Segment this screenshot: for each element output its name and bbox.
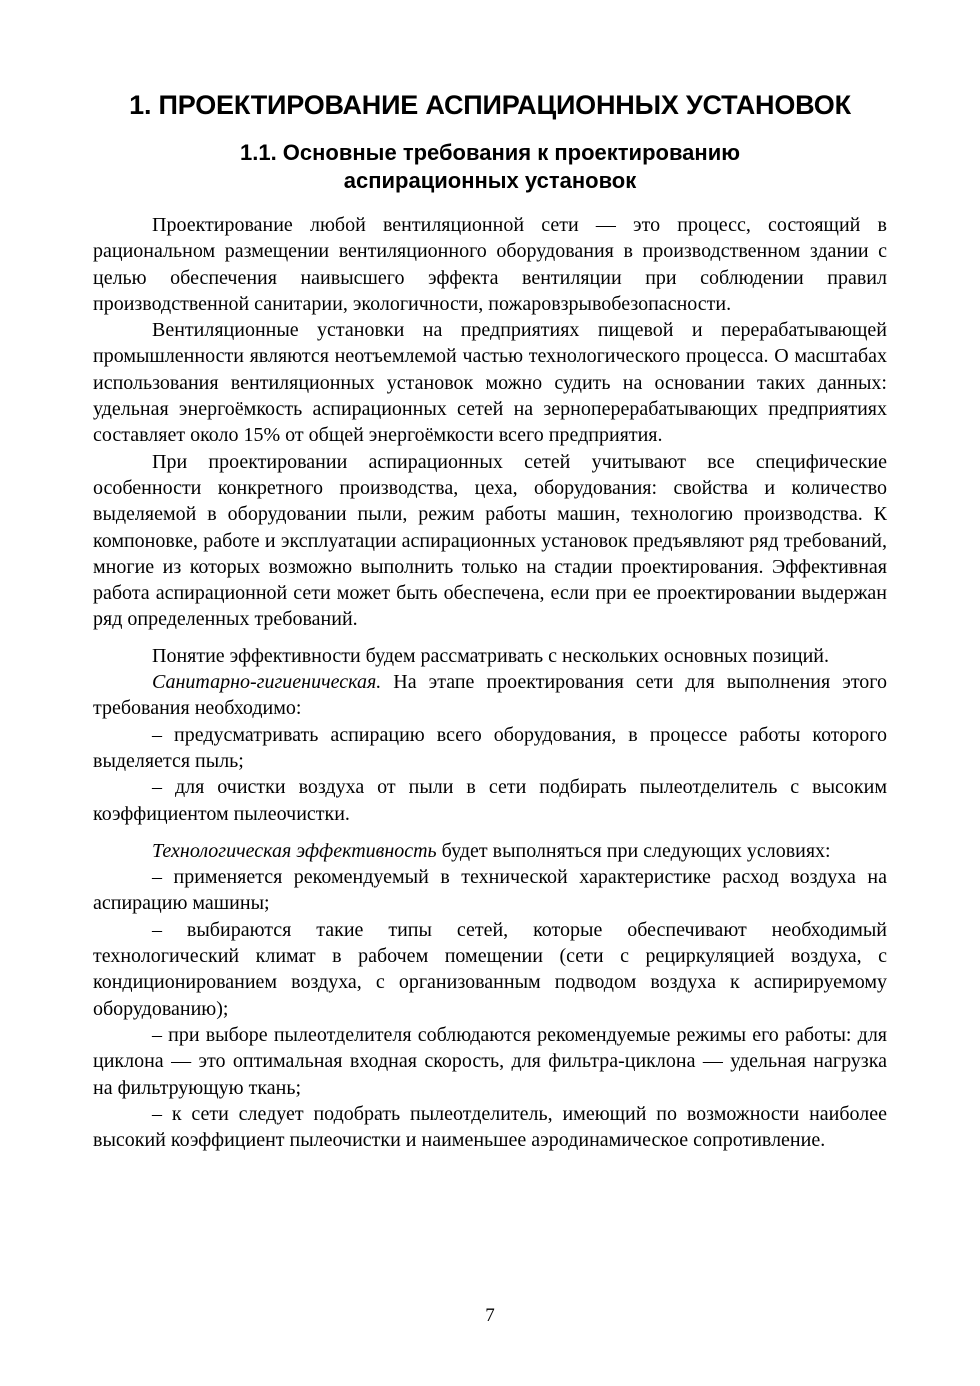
section-heading-line1: 1.1. Основные требования к проектированию: [239, 140, 741, 165]
paragraph: Вентиляционные установки на предприятиях пищевой и перерабатывающей промышленности являются неотъемлемой частью технологического процесса. О масштабах использования вентиляционных установок можно судить на основании таких данных: удельная энергоёмкость аспирационных сетей на зерноперерабатывающих предприятиях составляет около 15% от общей энергоёмкости всего предприятия.: [93, 319, 887, 447]
sanitary-text: На этапе проектирования сети для выполнения этого требования необходимо:: [93, 671, 887, 720]
list-item: – применяется рекомендуемый в технической характеристике расход воздуха на аспирацию машины;: [93, 866, 887, 915]
section-heading-line2: аспирационных установок: [343, 168, 637, 193]
list-item: – к сети следует подобрать пылеотделитель, имеющий по возможности наиболее высокий коэффициент пылеочистки и наименьшее аэродинамическое сопротивление.: [93, 1102, 887, 1152]
paragraph: Проектирование любой вентиляционной сети — это процесс, состоящий в рациональном размещении вентиляционного оборудования в производственном здании с целью обеспечения наивысшего эффекта вентиляции при соблюдении правил производственной санитарии, экологичности, пожаровзрывобезопасности.: [93, 214, 887, 315]
list-item: – для очистки воздуха от пыли в сети подбирать пылеотделитель с высоким коэффициентом пылеочистки.: [93, 776, 887, 825]
list-item: – выбираются такие типы сетей, которые обеспечивают необходимый технологический климат в рабочем помещении (сети с рециркуляцией воздуха, с кондиционированием воздуха, с организованным подводом воздуха к аспирируемому оборудованию);: [93, 918, 887, 1020]
section-heading: [93, 139, 887, 195]
sanitary-paragraph: [93, 669, 887, 722]
chapter-heading: 1. ПРОЕКТИРОВАНИЕ АСПИРАЦИОННЫХ УСТАНОВОК: [129, 90, 851, 120]
technological-paragraph: [93, 838, 887, 864]
list-item: – при выборе пылеотделителя соблюдаются рекомендуемые режимы его работы: для циклона — это оптимальная входная скорость, для фильтра-циклона — удельная нагрузка на фильтрующую ткань;: [93, 1023, 887, 1099]
paragraph: Понятие эффективности будем рассматривать с нескольких основных позиций.: [152, 644, 830, 667]
technological-text: будет выполняться при следующих условиях:: [436, 839, 831, 862]
list-item: – предусматривать аспирацию всего оборудования, в процессе работы которого выделяется пыль;: [93, 723, 887, 772]
sanitary-term: Санитарно-гигиеническая.: [152, 671, 382, 694]
page-body: [93, 88, 887, 1153]
paragraph: При проектировании аспирационных сетей учитывают все специфические особенности конкретного производства, цеха, оборудования: свойства и количество выделяемой в оборудовании пыли, режим работы машин, технологию производства. К компоновке, работе и эксплуатации аспирационных установок предъявляют ряд требований, многие из которых возможно выполнить только на стадии проектирования. Эффективная работа аспирационной сети может быть обеспечена, если при ее проектировании выдержан ряд определенных требований.: [93, 450, 887, 631]
page-number: 7: [485, 1305, 495, 1326]
technological-term: Технологическая эффективность: [152, 839, 437, 862]
